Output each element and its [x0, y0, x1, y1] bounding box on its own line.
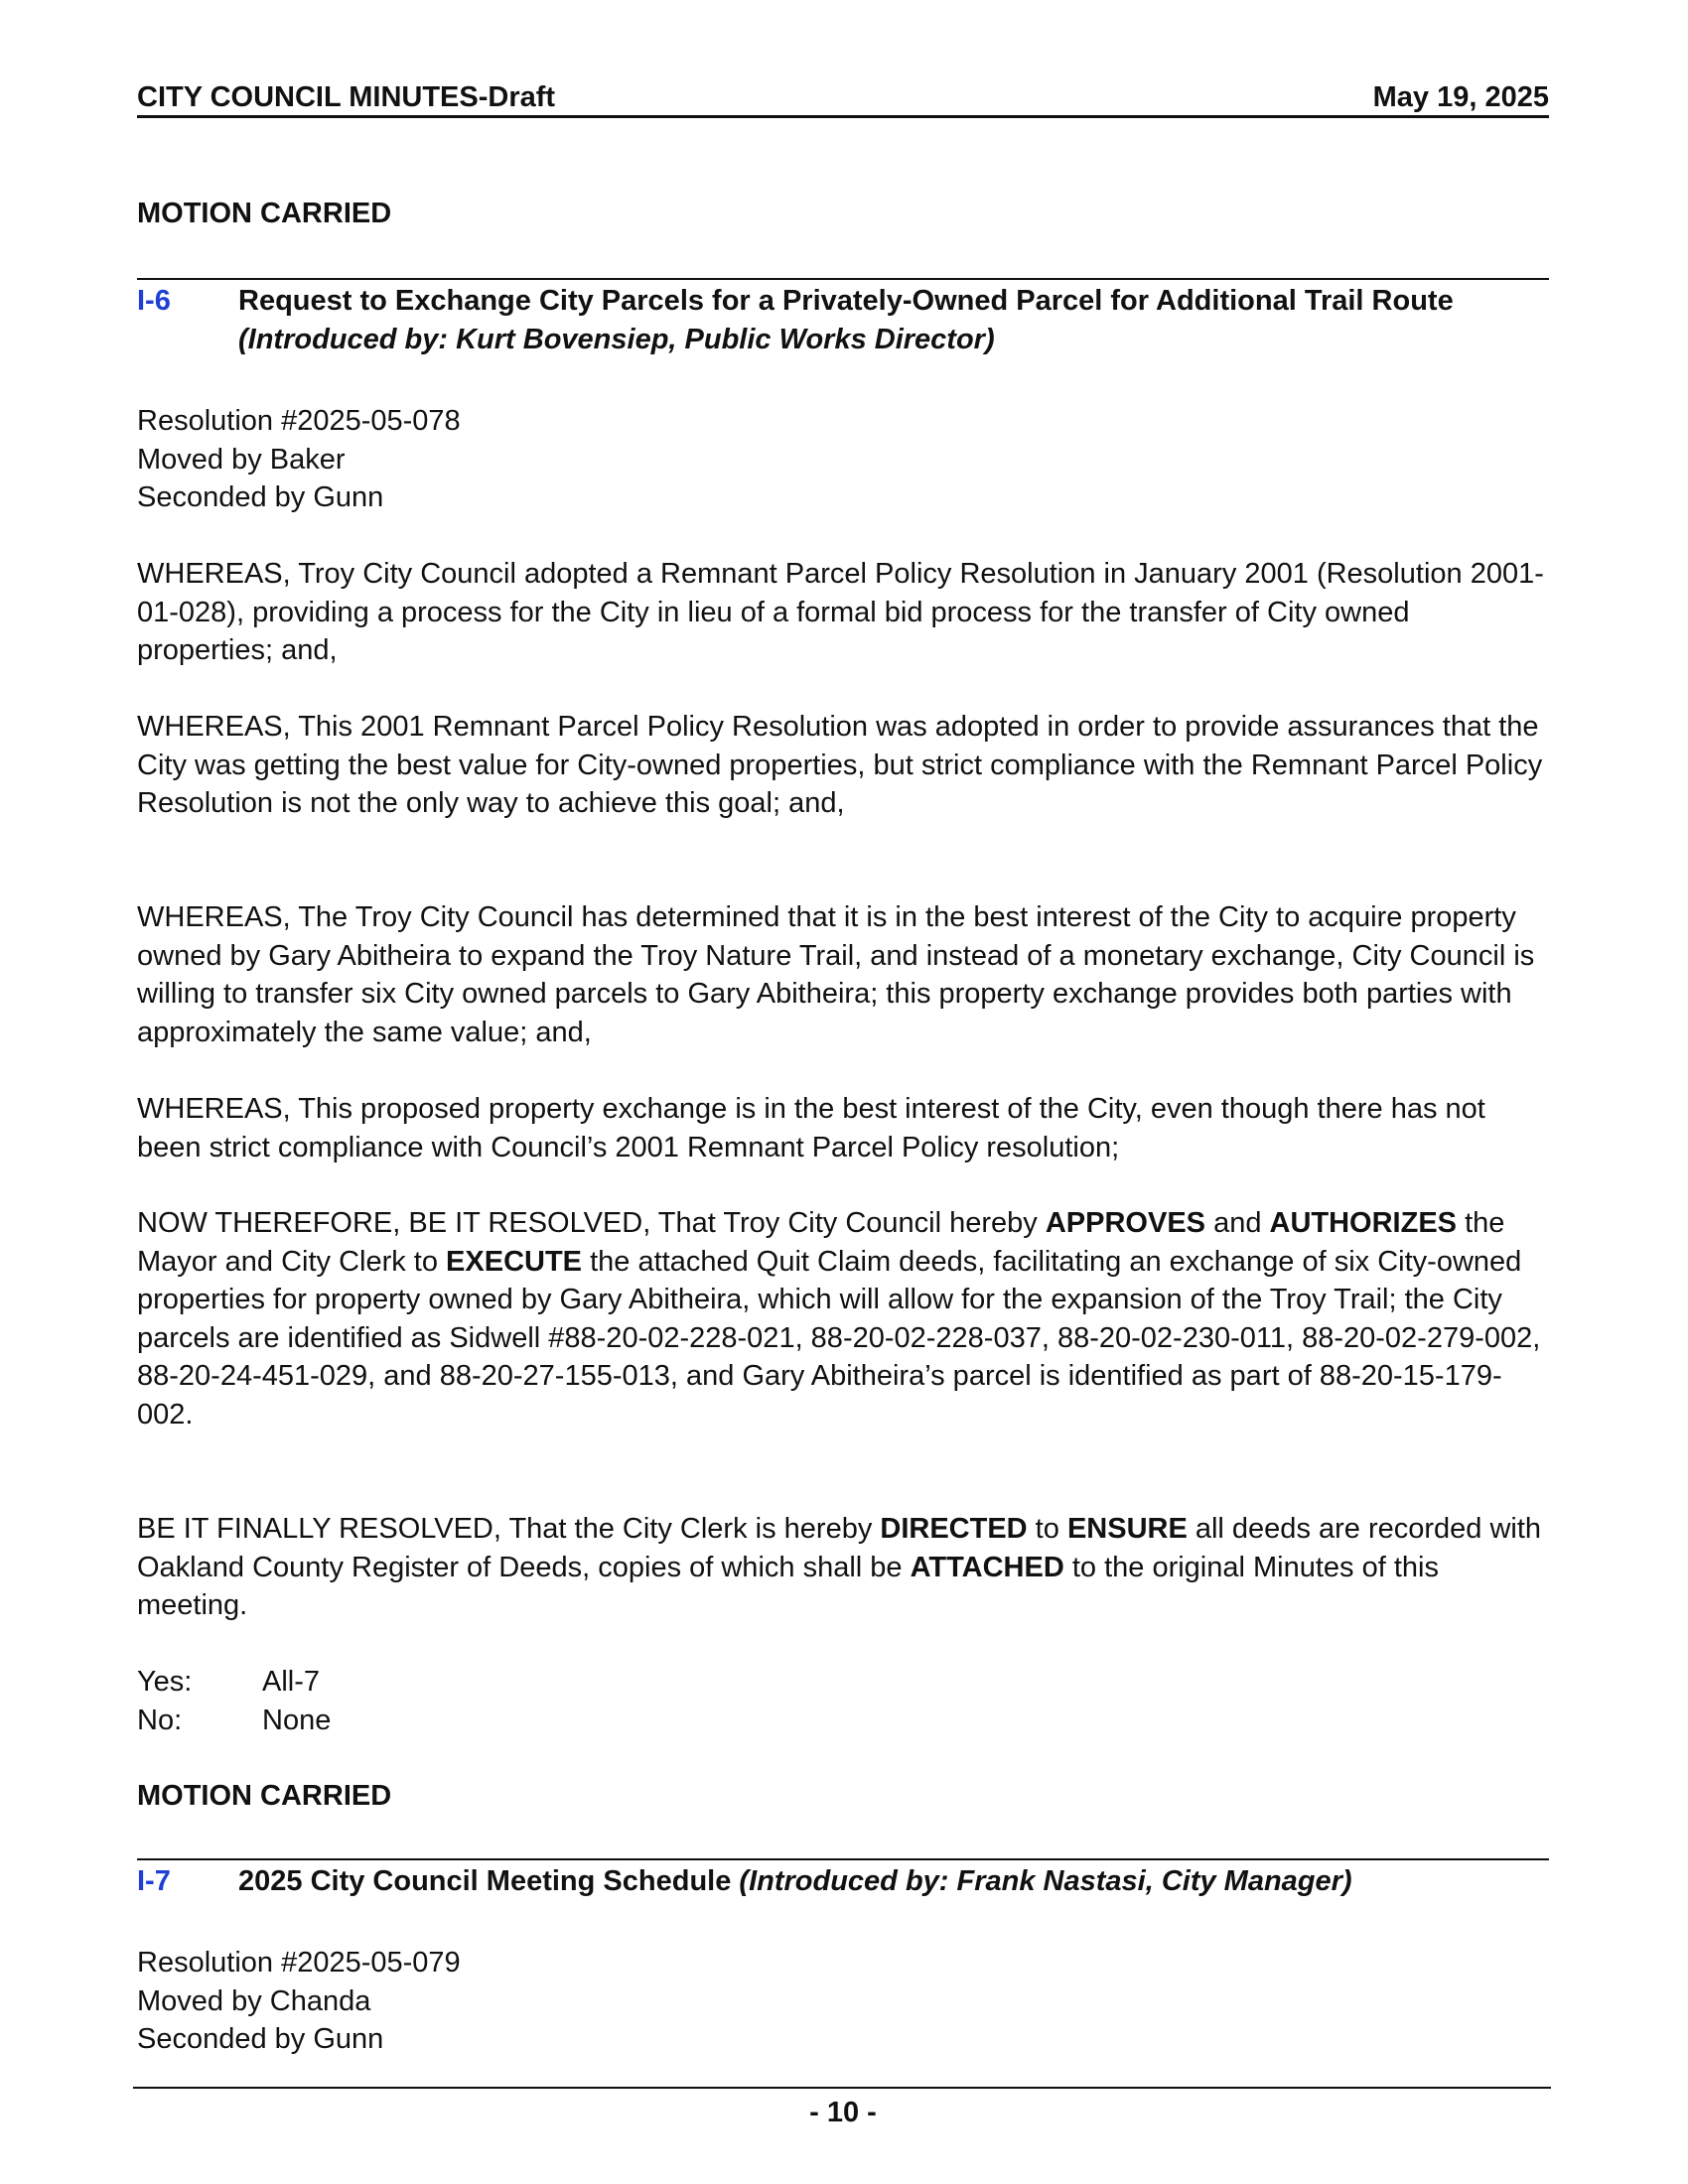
- footer-divider: [133, 2087, 1551, 2089]
- vote-no-label: No:: [137, 1704, 183, 1736]
- finally-text-4: to the original Minutes of this meeting.: [137, 1551, 1439, 1621]
- now-therefore-text-1: NOW THEREFORE, BE IT RESOLVED, That Troy City Council hereby: [137, 1207, 1046, 1239]
- item-i6-motion-carried: MOTION CARRIED: [137, 1780, 392, 1812]
- item-i6-finally-resolved: [137, 1510, 1549, 1625]
- finally-directed: DIRECTED: [880, 1513, 1028, 1545]
- finally-ensure: ENSURE: [1066, 1513, 1188, 1545]
- finally-text-3: all deeds are recorded with Oakland County Register of Deeds, copies of which shall be: [137, 1513, 1542, 1583]
- motion-carried-top: MOTION CARRIED: [137, 198, 392, 229]
- now-therefore-approves: APPROVES: [1045, 1207, 1206, 1239]
- item-i6-motion-info: [137, 402, 1549, 517]
- now-therefore-text-4: the attached Quit Claim deeds, facilitating an exchange of six City-owned properties for property owned by Gary Abitheira, which will allow for the expansion of the Troy Trail; the City parcels are identified as Sidwell #88-20-02-228-021, 88-20-02-228-037, 88-20-02-230-011, 88-20-02-279-002, 88-20-24-451-029, and 88-20-27-155-013, and Gary Abitheira’s parcel is identified as part of 88-20-15-179-002.: [137, 1245, 1541, 1431]
- item-i6-vote: [137, 1663, 1549, 1739]
- finally-text-2: to: [1027, 1513, 1067, 1545]
- section-divider-i7: [137, 1858, 1549, 1860]
- header-date: May 19, 2025: [1372, 81, 1549, 113]
- item-i7-resolution: Resolution #2025-05-079: [137, 1947, 461, 1979]
- vote-yes-row: [137, 1663, 1549, 1702]
- item-i6-resolution: Resolution #2025-05-078: [137, 405, 461, 437]
- now-therefore-text-3: the Mayor and City Clerk to: [137, 1207, 1505, 1278]
- finally-attached: ATTACHED: [910, 1551, 1064, 1583]
- item-i7-motion-info: [137, 1944, 1549, 2059]
- item-i7-moved-by: Moved by Chanda: [137, 1984, 371, 2017]
- item-i6-whereas-2: WHEREAS, This 2001 Remnant Parcel Policy Resolution was adopted in order to provide assurances that the City was getting the best value for City-owned properties, but strict compliance with the Remnant Parcel Policy Resolution is not the only way to achieve this goal; and,: [137, 711, 1543, 819]
- item-i6-now-therefore: [137, 1204, 1549, 1433]
- item-i7-introduced-by: (Introduced by: Frank Nastasi, City Manager): [739, 1865, 1352, 1897]
- vote-yes-value: All-7: [262, 1666, 321, 1698]
- item-i6-whereas-3: WHEREAS, The Troy City Council has determined that it is in the best interest of the City to acquire property owned by Gary Abitheira to expand the Troy Nature Trail, and instead of a monetary exchange, City Council is willing to transfer six City owned parcels to Gary Abitheira; this property exchange provides both parties with approximately the same value; and,: [137, 901, 1535, 1048]
- section-divider-i6: [137, 278, 1549, 280]
- item-i6-whereas-1: WHEREAS, Troy City Council adopted a Remnant Parcel Policy Resolution in January 2001 (Resolution 2001-01-028), providing a process for the City in lieu of a formal bid process for the transfer of City owned properties; and,: [137, 558, 1544, 666]
- item-i6-title: Request to Exchange City Parcels for a Privately-Owned Parcel for Additional Trail Route: [238, 285, 1454, 317]
- item-i6-title-block: [238, 282, 1549, 358]
- now-therefore-authorizes: AUTHORIZES: [1269, 1207, 1458, 1239]
- vote-no-row: [137, 1702, 1549, 1740]
- item-i7-title: 2025 City Council Meeting Schedule: [238, 1865, 732, 1897]
- item-i7-number: I-7: [137, 1865, 171, 1897]
- finally-text-1: BE IT FINALLY RESOLVED, That the City Clerk is hereby: [137, 1513, 881, 1545]
- item-i6-seconded-by: Seconded by Gunn: [137, 481, 384, 513]
- vote-no-value: None: [262, 1704, 332, 1736]
- header-title: CITY COUNCIL MINUTES-Draft: [137, 81, 556, 113]
- item-i6-moved-by: Moved by Baker: [137, 443, 346, 476]
- item-i6-introduced-by: (Introduced by: Kurt Bovensiep, Public Works Director): [238, 323, 995, 355]
- item-i7-seconded-by: Seconded by Gunn: [137, 2023, 384, 2055]
- item-i6-whereas-4: WHEREAS, This proposed property exchange is in the best interest of the City, even though there has not been strict compliance with Council’s 2001 Remnant Parcel Policy resolution;: [137, 1093, 1485, 1163]
- page-header: [137, 79, 1549, 118]
- now-therefore-execute: EXECUTE: [446, 1245, 583, 1278]
- page-number: - 10 -: [809, 2097, 877, 2128]
- vote-yes-label: Yes:: [137, 1666, 193, 1698]
- item-i7-title-block: [238, 1862, 1549, 1901]
- now-therefore-text-2: and: [1205, 1207, 1270, 1239]
- item-i6-number: I-6: [137, 285, 171, 317]
